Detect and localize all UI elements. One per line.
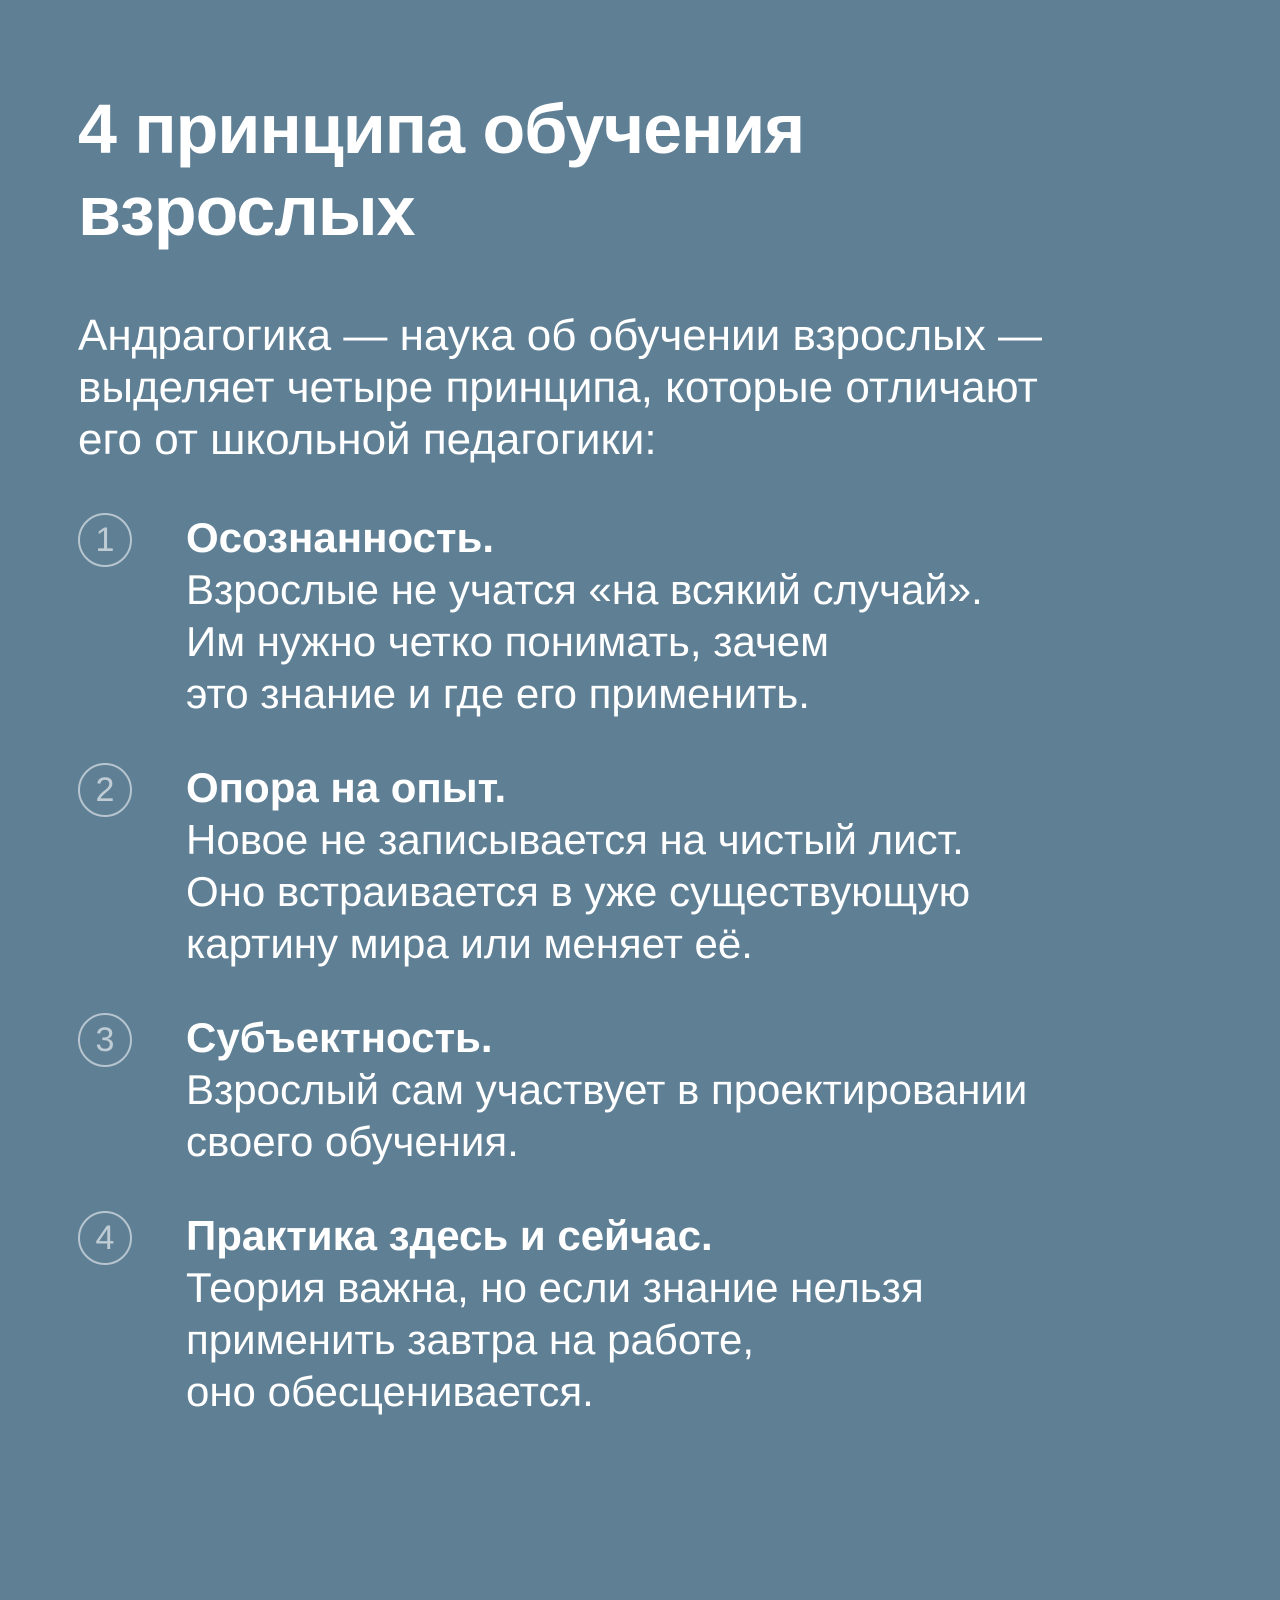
principle-text-4: Теория важна, но если знание нельзя применить завтра на работе, оно обесценивается. xyxy=(186,1264,924,1415)
number-badge-1: 1 xyxy=(78,513,132,567)
intro-text: Андрагогика — наука об обучении взрослых — выделяет четыре принципа, которые отличают его от школьной педагогики: xyxy=(78,311,1042,464)
principle-item-2 xyxy=(78,762,1160,970)
number-badge-2: 2 xyxy=(78,763,132,817)
principle-text-3: Взрослый сам участвует в проектировании своего обучения. xyxy=(186,1066,1028,1165)
principle-body-3 xyxy=(186,1012,1160,1168)
principle-body-4 xyxy=(186,1210,1160,1418)
principle-title-2: Опора на опыт. xyxy=(186,764,507,811)
principle-text-2: Новое не записывается на чистый лист. Оно встраивается в уже существующую картину мира или меняет её. xyxy=(186,816,971,967)
principle-title-1: Осознанность. xyxy=(186,514,494,561)
principle-title-3: Субъектность. xyxy=(186,1014,493,1061)
principle-item-1 xyxy=(78,512,1160,720)
number-badge-3: 3 xyxy=(78,1013,132,1067)
number-badge-4: 4 xyxy=(78,1211,132,1265)
principle-item-3 xyxy=(78,1012,1160,1168)
principle-body-1 xyxy=(186,512,1160,720)
page-title: 4 принципа обучения взрослых xyxy=(78,90,805,250)
principle-body-2 xyxy=(186,762,1160,970)
principle-item-4 xyxy=(78,1210,1160,1418)
principle-title-4: Практика здесь и сейчас. xyxy=(186,1212,713,1259)
principle-text-1: Взрослые не учатся «на всякий случай». Им нужно четко понимать, зачем это знание и где его применить. xyxy=(186,566,983,717)
principles-list xyxy=(78,512,1160,1418)
